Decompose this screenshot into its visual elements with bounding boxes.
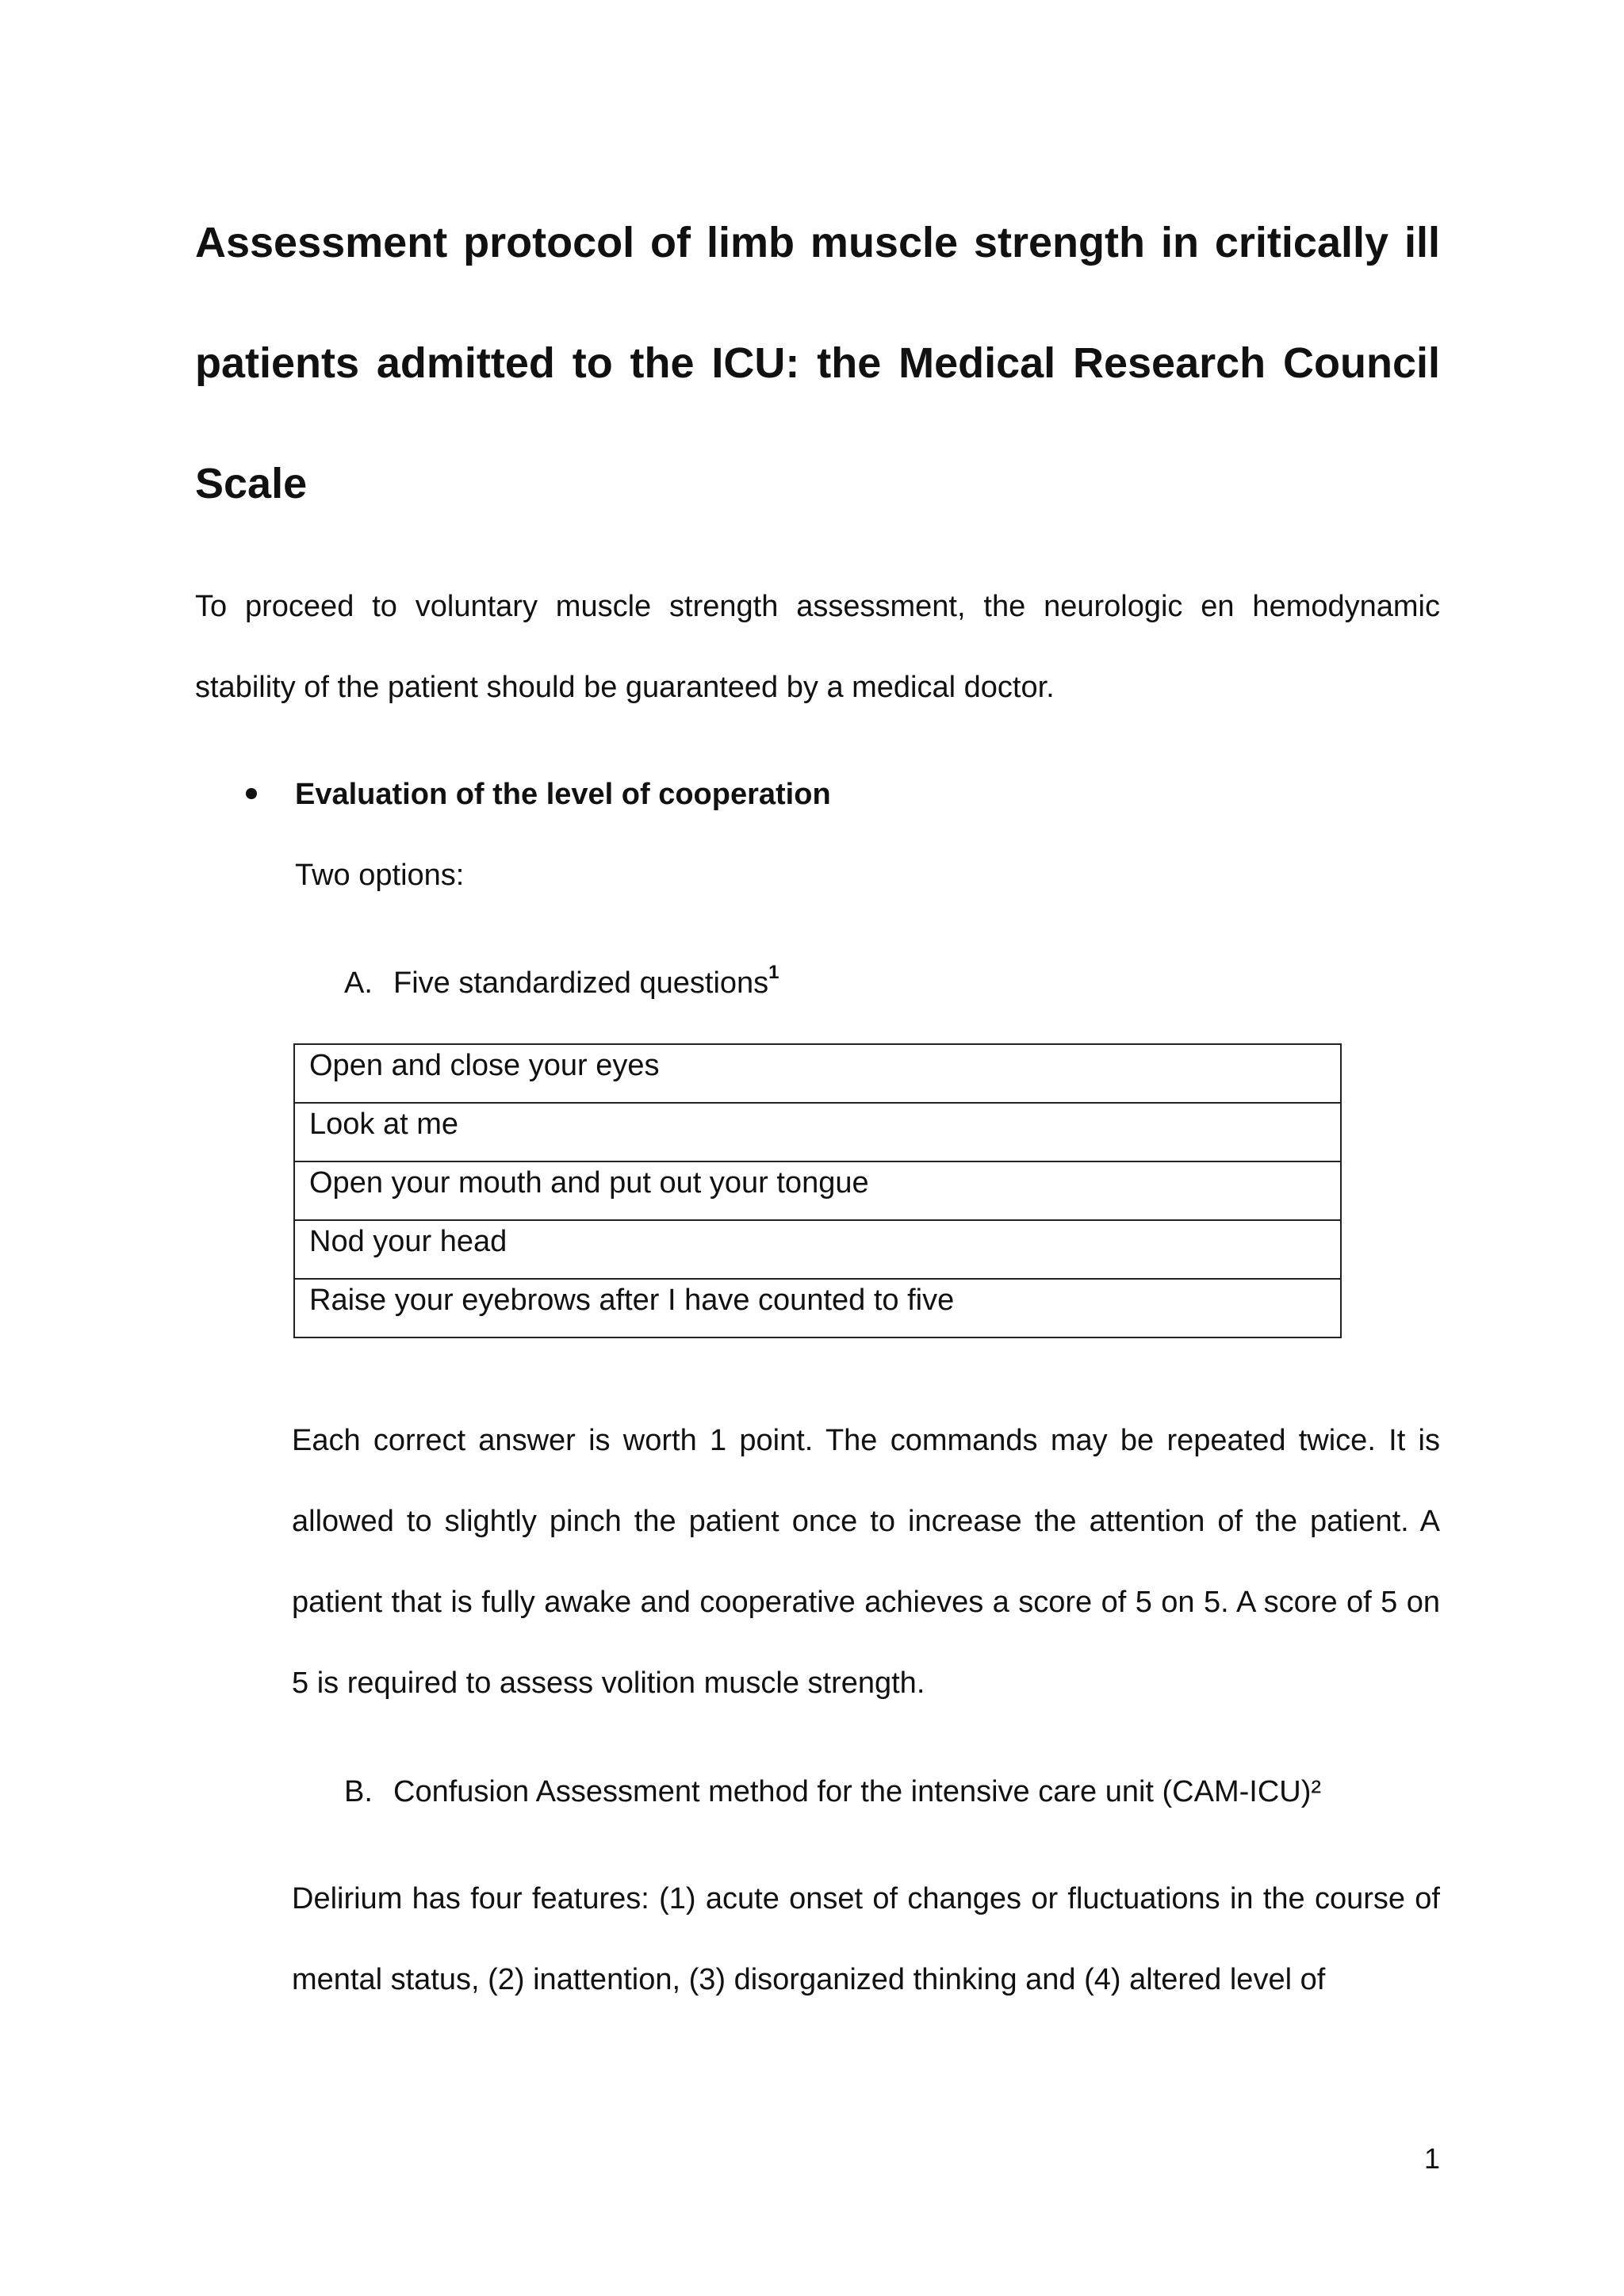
question-cell: Open your mouth and put out your tongue [294,1161,1341,1220]
option-a-marker: A. [344,966,373,1000]
question-cell: Nod your head [294,1220,1341,1279]
bullet-icon [246,788,257,799]
question-cell: Look at me [294,1103,1341,1161]
table-row [294,1220,1341,1279]
questions-table [293,1043,1342,1338]
option-a-text: Five standardized questions [393,966,769,1000]
table-row [294,1103,1341,1161]
table-row [294,1161,1341,1220]
question-cell: Open and close your eyes [294,1044,1341,1103]
option-a-footnote: 1 [768,962,779,983]
options-label: Two options: [295,859,465,892]
table-row [294,1279,1341,1337]
option-a-text-wrap [393,959,779,1007]
table-row [294,1044,1341,1103]
section-heading: Evaluation of the level of cooperation [295,778,831,811]
document-title: Assessment protocol of limb muscle strength in critically ill patients admitted to the ICU: the Medical Research Council Scale [195,219,1440,507]
intro-paragraph: To proceed to voluntary muscle strength assessment, the neurologic en hemodynamic stability of the patient should be guaranteed by a medical doctor. [195,590,1440,704]
option-b-text: Confusion Assessment method for the intensive care unit (CAM-ICU)² [393,1775,1322,1808]
scoring-paragraph: Each correct answer is worth 1 point. The commands may be repeated twice. It is allowed to slightly pinch the patient once to increase the attention of the patient. A patient that is fully awake and cooperative achieves a score of 5 on 5. A score of 5 on 5 is required to assess volition muscle strength. [292,1424,1440,1700]
delirium-paragraph: Delirium has four features: (1) acute onset of changes or fluctuations in the course of mental status, (2) inattention, (3) disorganized thinking and (4) altered level of [292,1882,1440,1996]
option-b-marker: B. [344,1775,373,1808]
question-cell: Raise your eyebrows after I have counted to five [294,1279,1341,1337]
page-number: 1 [1423,2142,1440,2175]
